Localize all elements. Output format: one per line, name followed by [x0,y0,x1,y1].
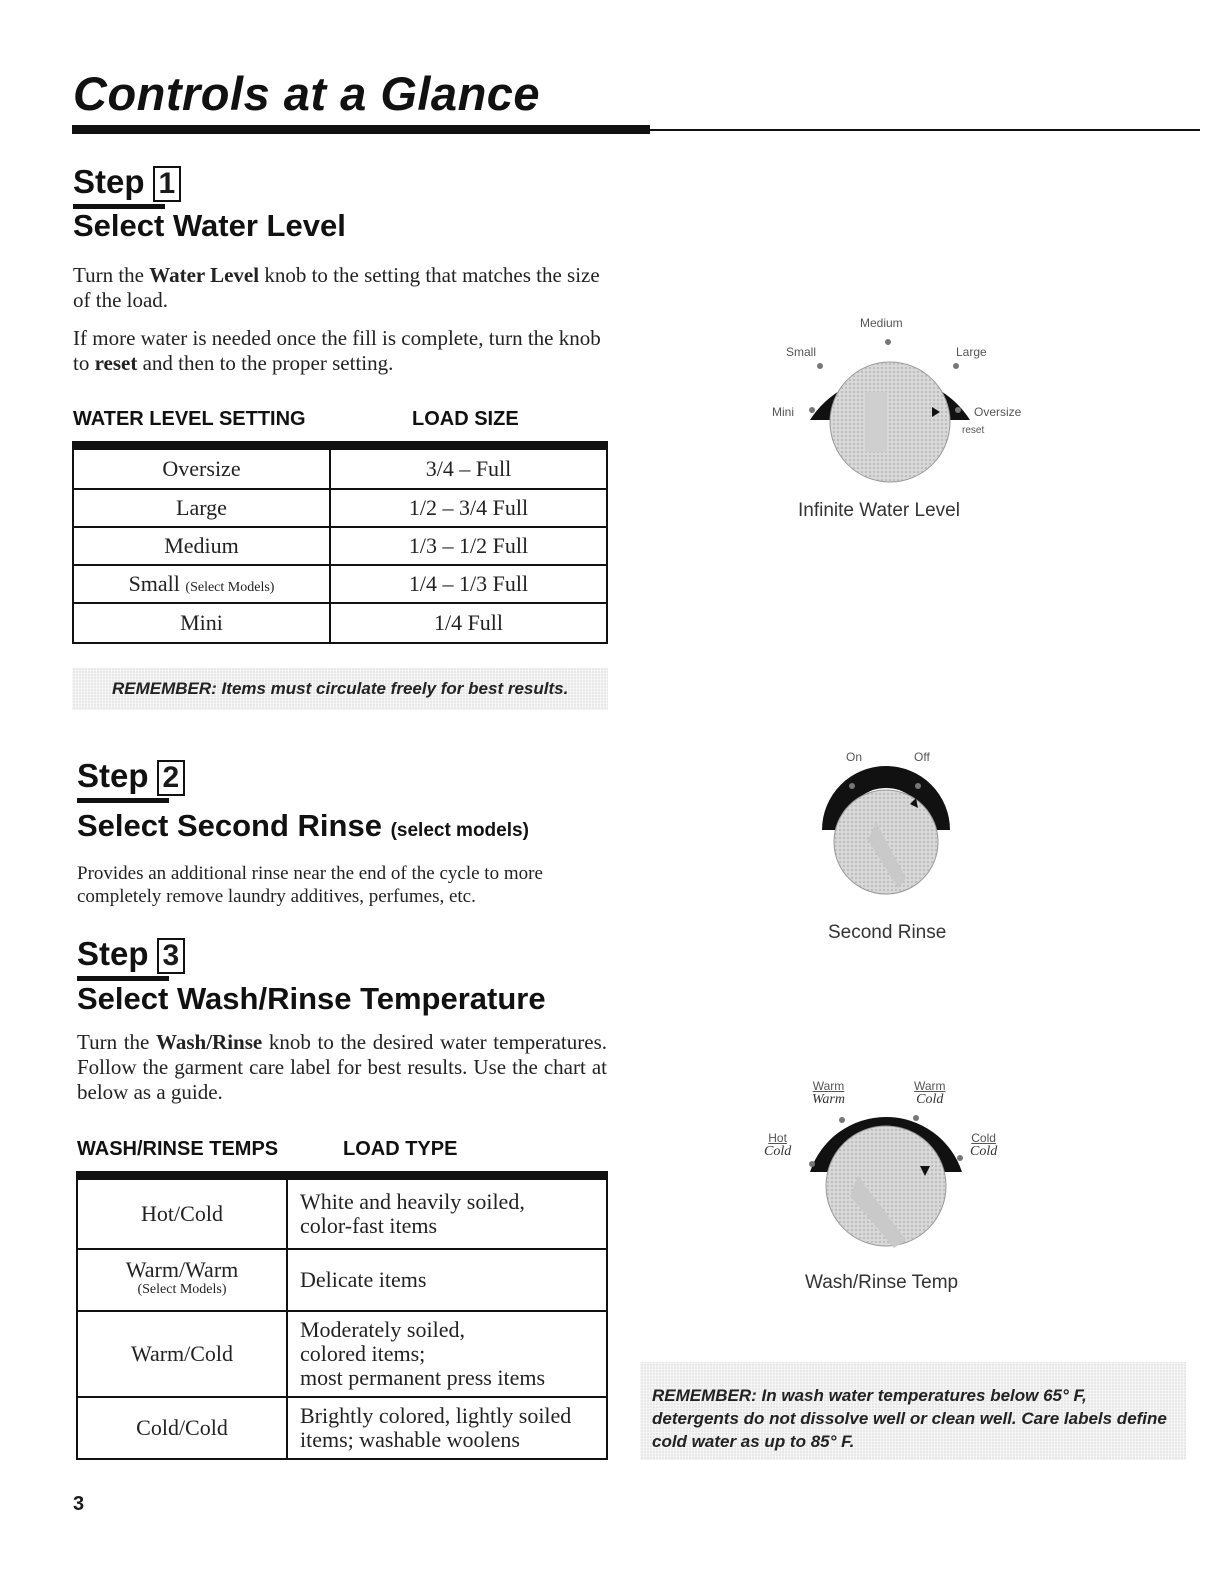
remember-callout: REMEMBER: In wash water temperatures below 65° F, detergents do not dissolve well or clean well. Care labels define cold water as up to 85° F. [640,1362,1186,1460]
step-1-paragraph-1: Turn the Water Level knob to the setting that matches the size of the load. [73,263,600,312]
title-rule-thin [650,129,1200,131]
dial-label-hot-cold: Hot Cold [764,1131,792,1159]
table-cell: Small (Select Models) [73,565,330,603]
dial-label-on: On [846,750,863,764]
title-rule-thick [72,125,650,134]
step-1-marker [73,163,181,202]
step-underline [77,798,169,803]
page-title: Controls at a Glance [73,67,541,120]
wash-rinse-dial-icon [790,1100,990,1260]
temperature-table [76,1178,608,1460]
table-cell: 3/4 – Full [330,449,607,489]
table-cell: 1/2 – 3/4 Full [330,489,607,527]
table-row [73,527,607,565]
section-heading: Select Water Level [73,208,346,243]
step-number-box: 1 [153,166,182,202]
step-number-box: 2 [157,760,186,796]
dial-label-mini: Mini [772,405,795,419]
water-level-table [72,448,608,644]
step-2-paragraph: Provides an additional rinse near the end of the cycle to more completely remove laundry additives, perfumes, etc. [77,863,543,907]
table-cell: Hot/Cold [77,1179,287,1249]
dial-label-oversize: Oversize [974,405,1022,419]
step-3-marker [77,935,185,974]
step-label: Step [77,935,149,972]
page-number: 3 [73,1493,85,1515]
table-row [73,449,607,489]
table-row [77,1249,607,1311]
table-cell: Warm/Cold [77,1311,287,1397]
dial-caption: Infinite Water Level [798,500,960,521]
table-row [77,1311,607,1397]
dial-caption: Wash/Rinse Temp [805,1272,959,1293]
table-row [77,1179,607,1249]
table-row [77,1397,607,1459]
table-row [73,603,607,643]
table-cell: Large [73,489,330,527]
table-cell: Medium [73,527,330,565]
table-cell: Oversize [73,449,330,489]
section-heading: Select Second Rinse (select models) [77,808,529,843]
dial-label-off: Off [914,750,930,764]
table-cell: White and heavily soiled, color-fast items [287,1179,607,1249]
dial-label-warm-warm: Warm Warm [812,1079,845,1107]
section-heading: Select Wash/Rinse Temperature [77,981,546,1016]
dial-caption: Second Rinse [828,922,947,943]
table-cell: Brightly colored, lightly soiled items; washable woolens [287,1397,607,1459]
dial-label-medium: Medium [860,316,903,330]
table-cell: Mini [73,603,330,643]
table-cell: Delicate items [287,1249,607,1311]
table-row [73,565,607,603]
column-header: WASH/RINSE TEMPS [77,1138,279,1160]
step-2-marker [77,757,185,796]
step-label: Step [73,163,145,200]
table-row [73,489,607,527]
table-cell: Cold/Cold [77,1397,287,1459]
water-level-dial-icon [760,310,1050,490]
dial-label-small: Small [786,345,817,359]
remember-callout: REMEMBER: Items must circulate freely for best results. [72,668,608,710]
table-cell: 1/4 Full [330,603,607,643]
step-3-paragraph: Turn the Wash/Rinse knob to the desired water temperatures. Follow the garment care label for best results. Use the chart at below as a guide. [77,1030,607,1104]
second-rinse-dial-icon [810,760,960,920]
table-cell: Warm/Warm (Select Models) [77,1249,287,1311]
column-header: WATER LEVEL SETTING [73,408,306,430]
dial-label-warm-cold: Warm Cold [914,1079,946,1107]
column-header: LOAD TYPE [343,1138,458,1160]
step-1-paragraph-2: If more water is needed once the fill is complete, turn the knob to reset and then to the proper setting. [73,326,601,375]
dial-label-reset: reset [962,425,985,436]
table-cell: 1/4 – 1/3 Full [330,565,607,603]
dial-label-large: Large [956,345,987,359]
step-number-box: 3 [157,938,186,974]
column-header: LOAD SIZE [412,408,519,430]
dial-label-cold-cold: Cold Cold [970,1131,998,1159]
step-label: Step [77,757,149,794]
table-cell: Moderately soiled, colored items; most permanent press items [287,1311,607,1397]
table-cell: 1/3 – 1/2 Full [330,527,607,565]
